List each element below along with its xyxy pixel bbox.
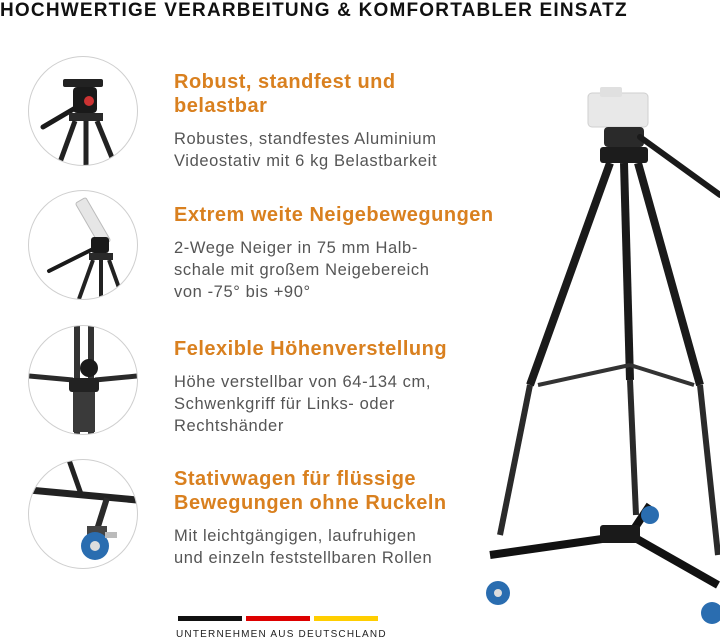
feature-description: Höhe verstellbar von 64-134 cm, Schwenkgriff für Links- oder Rechtshänder bbox=[174, 373, 432, 435]
feature-title: Stativwagen für flüssige Bewegungen ohne Ruckeln bbox=[174, 468, 447, 514]
feature-title: Felexible Höhenverstellung bbox=[174, 338, 448, 360]
flag-stripe-black bbox=[178, 616, 242, 621]
dolly-wheel-icon bbox=[28, 459, 138, 569]
flag-stripe-gold bbox=[314, 616, 378, 621]
height-adjust-icon bbox=[28, 325, 138, 435]
feature-title: Extrem weite Neigebewegungen bbox=[174, 204, 494, 226]
tripod-head-icon bbox=[28, 56, 138, 166]
feature-description: 2-Wege Neiger in 75 mm Halb- schale mit großem Neigebereich von -75° bis +90° bbox=[174, 239, 430, 301]
headline: HOCHWERTIGE VERARBEITUNG & KOMFORTABLER EINSATZ bbox=[0, 0, 628, 21]
pan-tilt-head-icon bbox=[28, 190, 138, 300]
feature-description: Robustes, standfestes Aluminium Videostativ mit 6 kg Belastbarkeit bbox=[174, 130, 438, 170]
feature-title: Robust, standfest und belastbar bbox=[174, 71, 396, 117]
flag-stripe-red bbox=[246, 616, 310, 621]
feature-description: Mit leichtgängigen, laufruhigen und einzeln feststellbaren Rollen bbox=[174, 527, 433, 567]
footer-text: UNTERNEHMEN AUS DEUTSCHLAND bbox=[176, 629, 387, 640]
tripod-product-image bbox=[450, 85, 720, 641]
